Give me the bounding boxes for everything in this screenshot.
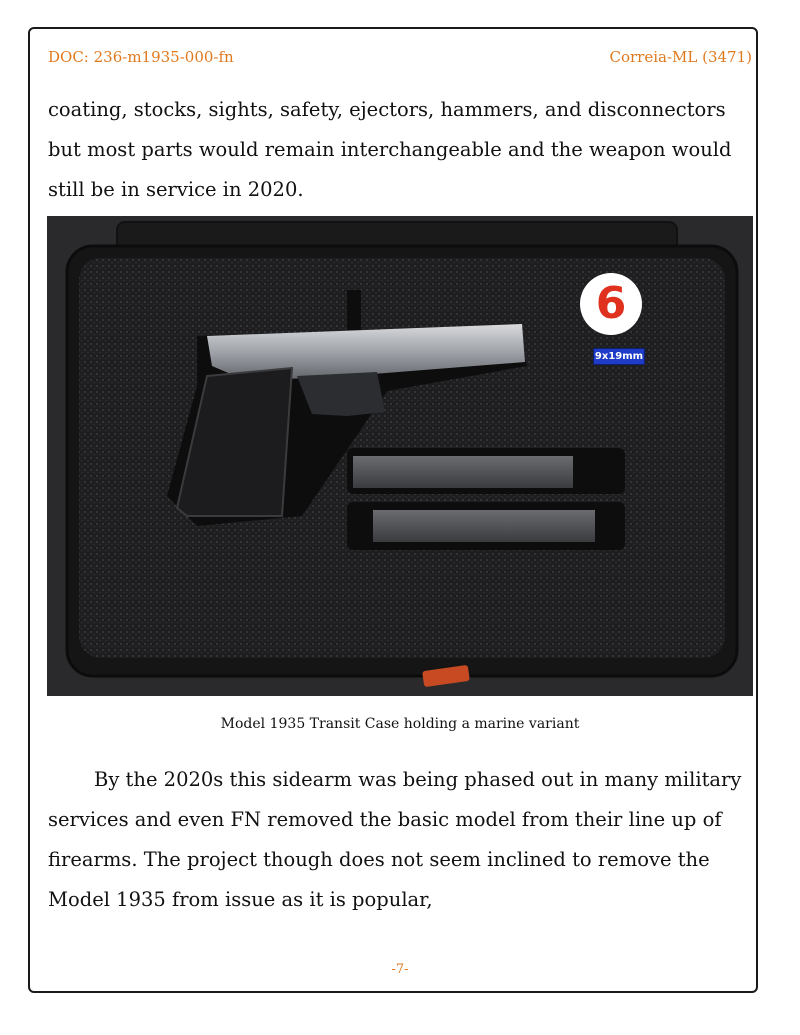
page-number: -7- <box>391 962 409 977</box>
body-paragraph-2: By the 2020s this sidearm was being phased out in many military services and even FN removed the basic model from their line up of firearms. The project though does not seem inclined to remove the Model 1935 from issue as it is popular, <box>48 768 742 911</box>
author-reference: Correia-ML (3471) <box>609 48 752 66</box>
document-id: DOC: 236-m1935-000-fn <box>48 48 234 66</box>
caliber-sticker <box>593 348 645 365</box>
caliber-label: 9x19mm <box>594 351 644 362</box>
transit-case-illustration <box>47 216 753 696</box>
badge-number: 6 <box>595 278 627 329</box>
body-paragraph-1: coating, stocks, sights, safety, ejectors, hammers, and disconnectors but most parts would remain interchangeable and the weapon would still be in service in 2020. <box>48 98 732 201</box>
figure-caption: Model 1935 Transit Case holding a marine variant <box>220 716 580 732</box>
number-six-badge <box>580 273 642 335</box>
transit-case-photo <box>47 216 753 696</box>
